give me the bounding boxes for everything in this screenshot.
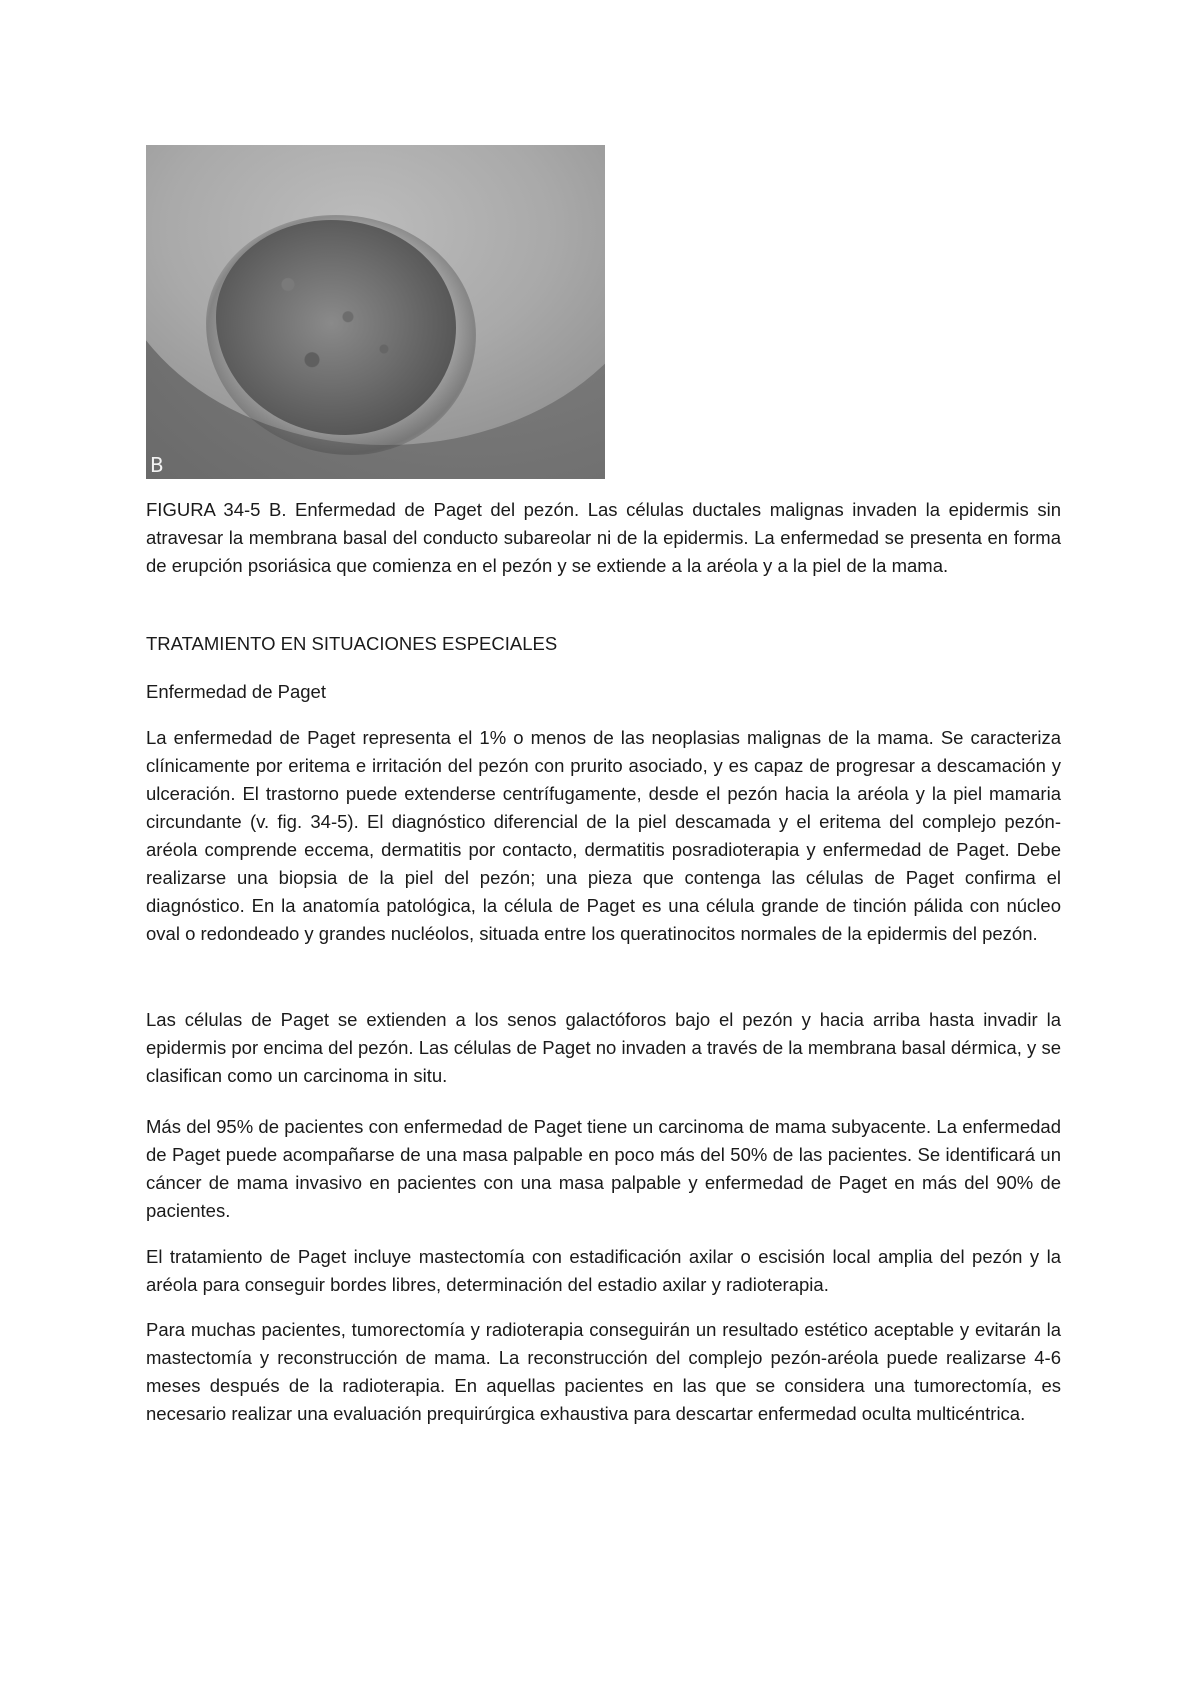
paragraph-4: El tratamiento de Paget incluye mastectomía con estadificación axilar o escisión local amplia del pezón y la aréola para conseguir bordes libres, determinación del estadio axilar y radioterapia.	[146, 1246, 1061, 1295]
clinical-photo-paget-nipple	[146, 145, 605, 479]
figure-caption: FIGURA 34-5 B. Enfermedad de Paget del pezón. Las células ductales malignas invaden la epidermis sin atravesar la membrana basal del conducto subareolar ni de la epidermis. La enfermedad se presenta en forma de erupción psoriásica que comienza en el pezón y se extiende a la aréola y a la piel de la mama.	[146, 499, 1061, 576]
paragraph-5: Para muchas pacientes, tumorectomía y radioterapia conseguirán un resultado estético aceptable y evitarán la mastectomía y reconstrucción de mama. La reconstrucción del complejo pezón-aréola puede realizarse 4-6 meses después de la radioterapia. En aquellas pacientes en las que se considera una tumorectomía, es necesario realizar una evaluación prequirúrgica exhaustiva para descartar enfermedad oculta multicéntrica.	[146, 1319, 1061, 1424]
paragraph-3: Más del 95% de pacientes con enfermedad de Paget tiene un carcinoma de mama subyacente. La enfermedad de Paget puede acompañarse de una masa palpable en poco más del 50% de las pacientes. Se identificará un cáncer de mama invasivo en pacientes con una masa palpable y enfermedad de Paget en más del 90% de pacientes.	[146, 1116, 1061, 1221]
paragraph-1: La enfermedad de Paget representa el 1% o menos de las neoplasias malignas de la mama. Se caracteriza clínicamente por eritema e irritación del pezón con prurito asociado, y es capaz de progresar a descamación y ulceración. El trastorno puede extenderse centrífugamente, desde el pezón hacia la aréola y la piel mamaria circundante (v. fig. 34-5). El diagnóstico diferencial de la piel descamada y el eritema del complejo pezón-aréola comprende eccema, dermatitis por contacto, dermatitis posradioterapia y enfermedad de Paget. Debe realizarse una biopsia de la piel del pezón; una pieza que contenga las células de Paget confirma el diagnóstico. En la anatomía patológica, la célula de Paget es una célula grande de tinción pálida con núcleo oval o redondeado y grandes nucléolos, situada entre los queratinocitos normales de la epidermis del pezón.	[146, 727, 1061, 944]
paragraph-2: Las células de Paget se extienden a los senos galactóforos bajo el pezón y hacia arriba hasta invadir la epidermis por encima del pezón. Las células de Paget no invaden a través de la membrana basal dérmica, y se clasifican como un carcinoma in situ.	[146, 1009, 1061, 1086]
figure-panel-letter: B	[150, 453, 164, 477]
section-heading: TRATAMIENTO EN SITUACIONES ESPECIALES	[146, 633, 558, 654]
subsection-heading: Enfermedad de Paget	[146, 681, 326, 702]
